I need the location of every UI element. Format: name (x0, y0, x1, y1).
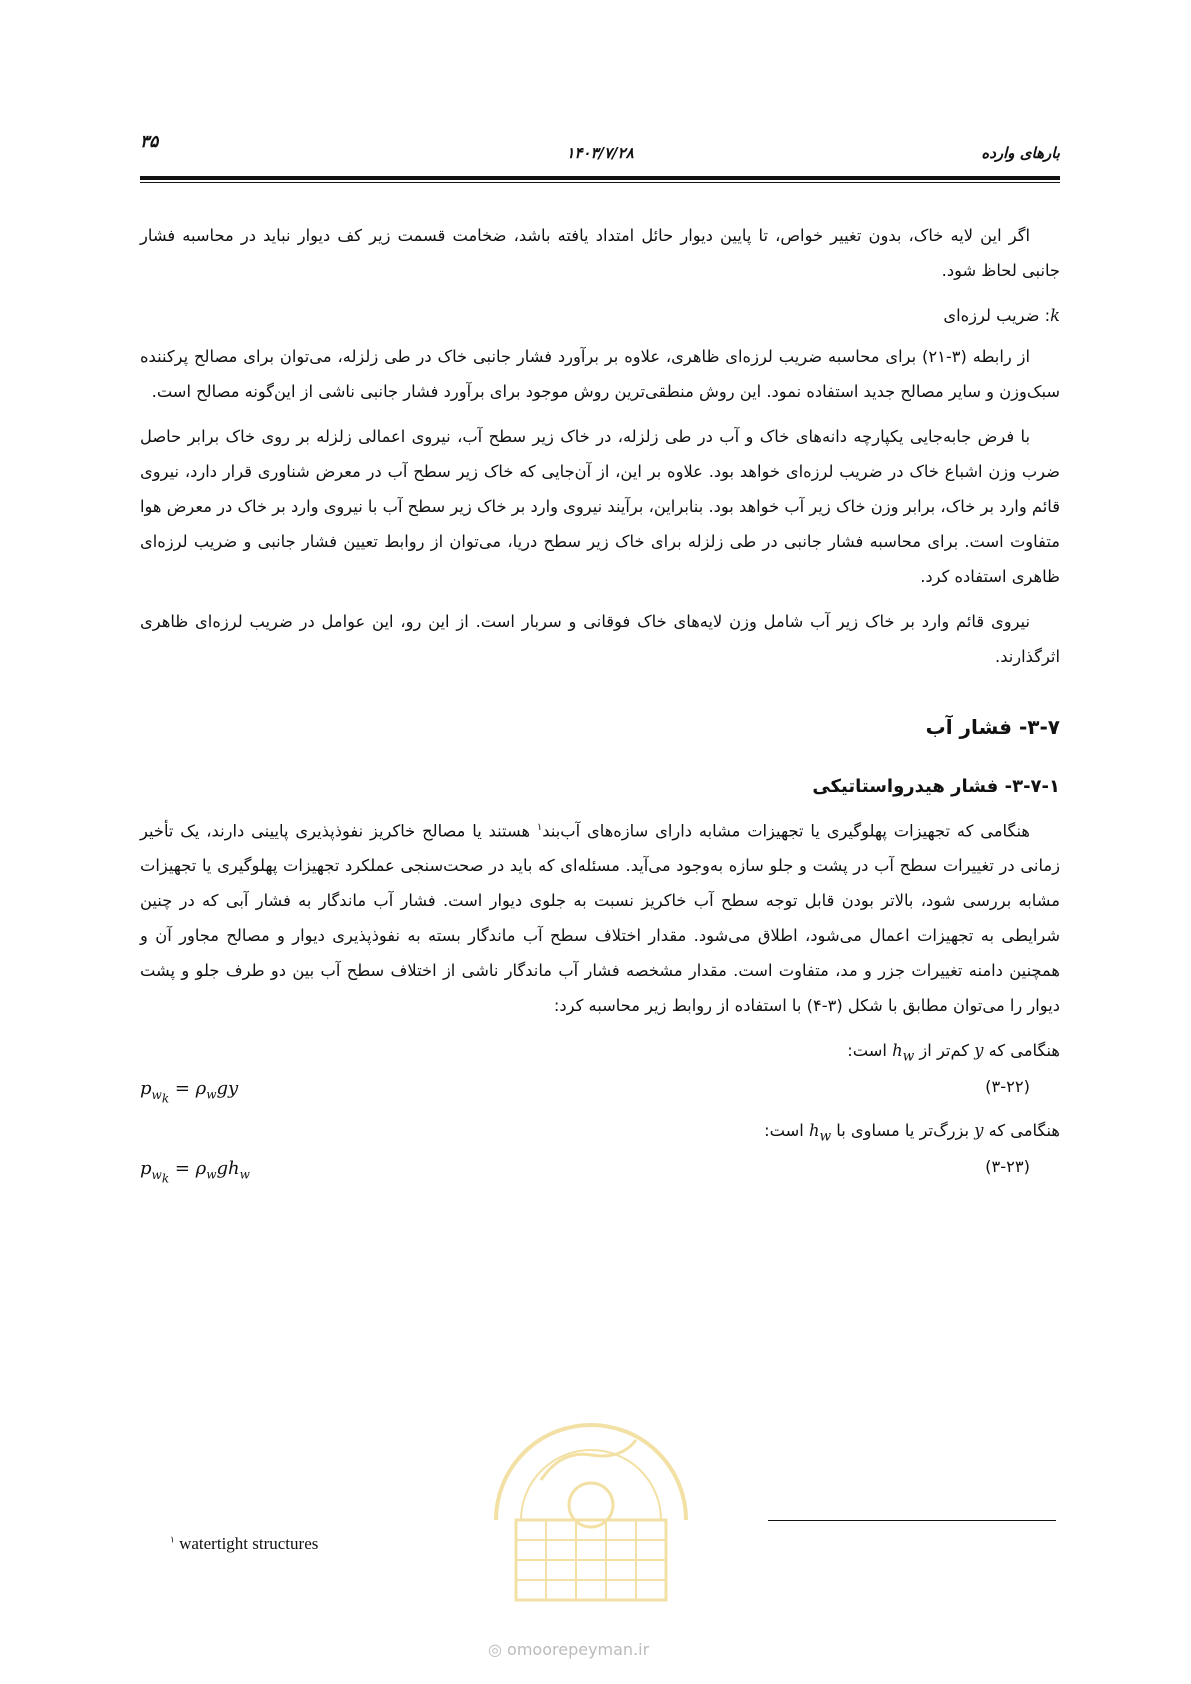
var-y: y (974, 1121, 984, 1141)
condition-1: هنگامی که y کم‌تر از $h_w$ است: (847, 1041, 1060, 1065)
equation-formula: $p_{w_k} = \rho_wgh_w$ (140, 1158, 250, 1186)
page-header (140, 130, 1060, 170)
header-rule-thin (140, 182, 1060, 183)
var-hw: $h_w$ (892, 1041, 915, 1065)
document-body (140, 218, 1060, 1193)
paragraph-5-start: هنگامی که تجهیزات پهلوگیری یا تجهیزات مشابه دارای سازه‌های آب‌بند (542, 821, 1030, 841)
watermark-logo (476, 1400, 706, 1610)
footnote-number: ۱ (170, 1534, 175, 1545)
page-number: ۳۵ (140, 132, 159, 152)
watermark-url: ◎ omoorepeyman.ir (488, 1640, 650, 1659)
header-date: ۱۴۰۳/۷/۲۸ (566, 144, 634, 162)
var-y: y (974, 1041, 984, 1061)
chapter-title: بارهای وارده (981, 144, 1060, 162)
paragraph-3: با فرض جابه‌جایی یکپارچه دانه‌های خاک و آب در طی زلزله، در خاک زیر سطح آب، نیروی اعمالی زلزله بر روی خاک برابر حاصل ضرب وزن اشباع خاک در ضریب لرزه‌ای خواهد بود. علاوه بر این، از آن‌جایی که خاک زیر سطح آب در معرض شناوری قرار دارد، نیروی قائم وارد بر خاک، برابر وزن خاک زیر آب خواهد بود. بنابراین، برآیند نیروی وارد بر خاک زیر سطح آب با نیروی وارد بر خاک در معرض هوا متفاوت است. برای محاسبه فشار جانبی در طی زلزله برای خاک زیر سطح دریا، می‌توان از روابط تعیین فشار جانبی و ضریب لرزه‌ای ظاهری استفاده کرد. (140, 427, 1060, 586)
footnote-divider (768, 1520, 1056, 1521)
header-rule-thick (140, 176, 1060, 180)
paragraph-5 (140, 810, 1060, 1023)
equation-formula: $p_{w_k} = \rho_wgy$ (140, 1078, 239, 1106)
paragraph-4: نیروی قائم وارد بر خاک زیر آب شامل وزن لایه‌های خاک فوقانی و سربار است. از این رو، این عوامل در ضریب لرزه‌ای ظاهری اثرگذارند. (140, 612, 1060, 666)
paragraph-2: از رابطه (۳-۲۱) برای محاسبه ضریب لرزه‌ای ظاهری، علاوه بر برآورد فشار جانبی خاک در طی زلزله، می‌توان برای مصالح پرکننده سبک‌وزن و سایر مصالح جدید استفاده نمود. این روش منطقی‌ترین روش موجود برای برآورد فشار جانبی ناشی از این‌گونه مصالح است. (140, 347, 1060, 401)
section-heading: ۳-۷- فشار آب (925, 715, 1060, 739)
condition-2: هنگامی که y بزرگ‌تر یا مساوی با $h_w$ است: (764, 1121, 1060, 1145)
footnote-text: watertight structures (179, 1534, 319, 1553)
paragraph-1: اگر این لایه خاک، بدون تغییر خواص، تا پایین دیوار حائل امتداد یافته باشد، ضخامت قسمت زیر کف دیوار نباید در محاسبه فشار جانبی لحاظ شود. (140, 226, 1060, 280)
k-symbol: k (1050, 306, 1060, 325)
equation-3-23 (140, 1149, 1060, 1193)
equation-3-22 (140, 1069, 1060, 1113)
logo-arc (496, 1425, 686, 1520)
var-hw: $h_w$ (808, 1121, 832, 1145)
footnote-marker: ۱ (536, 822, 543, 833)
footnote (170, 1534, 318, 1554)
equation-number: (۳-۲۳) (985, 1157, 1030, 1177)
subsection-heading: ۳-۷-۱- فشار هیدرواستاتیکی (812, 776, 1060, 797)
k-definition (140, 298, 1060, 333)
k-definition-text: : ضریب لرزه‌ای (943, 306, 1051, 325)
logo-inner-arc (521, 1450, 661, 1520)
logo-grid-lines (516, 1520, 666, 1600)
paragraph-5-rest: هستند یا مصالح خاکریز نفوذپذیری پایینی دارند، یک تأخیر زمانی در تغییرات سطح آب در پشت و جلو سازه به‌وجود می‌آید. مسئله‌ای که باید در صحت‌سنجی عملکرد تجهیزات پهلوگیری یا تجهیزات مشابه بررسی شود، بالاتر بودن قابل توجه سطح آب خاکریز نسبت به جلوی دیوار است. فشار آب ماندگار به فشار آبی که در چنین شرایطی به تجهیزات اعمال می‌شود، اطلاق می‌شود. مقدار اختلاف سطح آب ماندگار بسته به نفوذپذیری دیوار و مصالح مجاور آن و همچنین دامنه تغییرات جزر و مد، متفاوت است. مقدار مشخصه فشار آب ماندگار ناشی از اختلاف سطح آب بین دو طرف جلو و پشت دیوار را می‌توان مطابق با شکل (۳-۴) با استفاده از روابط زیر محاسبه کرد: (140, 821, 1060, 1016)
equation-number: (۳-۲۲) (985, 1077, 1030, 1097)
